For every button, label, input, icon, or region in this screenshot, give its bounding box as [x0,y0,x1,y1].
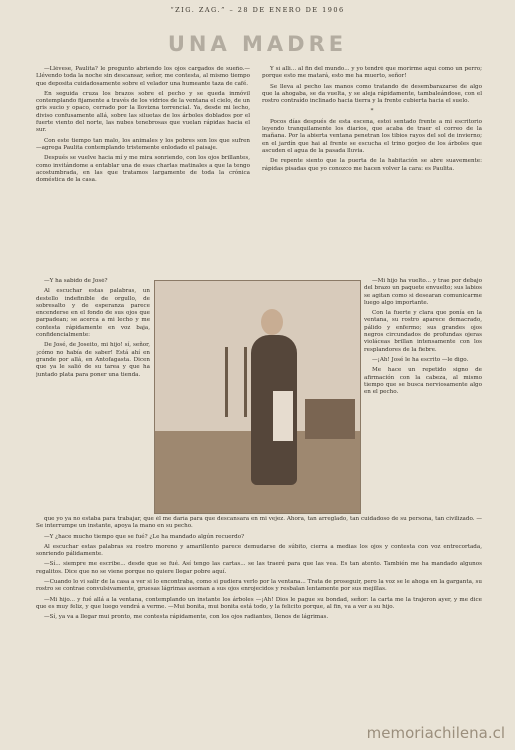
page-header: “ZIG. ZAG.” – 28 DE ENERO DE 1906 [170,6,345,14]
paragraph: —Cuando lo vi salir de la casa a ver si lo encontraba, como si pudiera verlo por la ventana... Trata de proseguir, pero la voz se le ahoga en la garganta, su rostro se contrae convulsivamente, gruesas lágrimas asoman a sus ojos enrojecidos y resbalan lentamente por sus mejillas. [36,579,482,593]
paragraph: Me hace un repetido signo de afirmación con la cabeza, al mismo tiempo que se busca nerviosamente algo en el pecho. [364,367,482,396]
paragraph: Al escuchar estas palabras su rostro moreno y amarillento parece demudarse de súbito, cierra a medias los ojos y contesta con voz entrecortada, sonriendo pálidamente. [36,543,482,558]
paragraph: —¡Ah! José le ha escrito —le digo. [372,356,469,363]
photo-apron [273,391,293,441]
right-narrow-column [364,278,482,514]
paragraph: Pocos días después de esta escena, estoi sentado frente a mi escritorio leyendo tranquilamente los diarios, que acaba de traer el correo de la mañana. Por la abierta ventana penetran los tibios rayos del sol de invierno; en el jardín que hai al frente se escucha el trino gorjeo de los árboles que ascuden el agua de la pasada lluvia. [262,118,482,154]
paragraph: De José, de Joseito, mi hijo! sí, señor, ¡cómo no había de saber! Está ahí en grande por allá, en Antofagasta. Dicen que ya le salió de su tarea y que ha juntado plata para poner una tienda. [36,342,150,378]
right-column [262,66,482,276]
paragraph: Se lleva al pecho las manos como tratando de desembarazarse de algo que la ahogaba, se da vuelta, y se aleja rápidamente, tambaleándose, con el rostro contraído inclinado hacia tierra y la frente cubierta hacia el suelo. [262,83,482,105]
paragraph: Y sí allí... al fin del mundo... y yo tendré que morirme aquí como un perro; porque esto me matará, esto me ha muerto, señor! [262,66,482,80]
watermark: memoriachilena.cl [366,724,505,742]
photo-chair [225,347,247,417]
paragraph: Al escuchar estas palabras, un destello indefinible de orgullo, de sobresalto y de esperanza parece encenderse en el fondo de sus ojos que parpadean; se acerca a mi lecho y me contesta rápidamente en voz baja, confidencialmente: [36,288,150,339]
photo-woman-head [261,309,283,335]
photo-table [305,399,355,439]
paragraph: —Sí, ya va a llegar mui pronto, me contesta rápidamente, con los ojos radiantes, llenos de lágrimas. [44,614,329,621]
paragraph: Con la fuerte y clara que ponía en la ventana, su rostro aparece demacrado, pálido y enfermo; sus grandes ojos negros circundados de profundas ojeras violáceas brillan intensamente con los resplandores de la fiebre. [364,310,482,353]
story-title: UNA MADRE [167,32,348,56]
paragraph: —Y ¿hace mucho tiempo que se fué? ¿Le ha mandado algún recuerdo? [44,533,245,540]
paragraph: Después se vuelve hacia mí y me mira sonriendo, con los ojos brillantes, como invitándome a entablar una de esas charlas matinales a que la tengo acostumbrada, en las que tratamos largamente de toda la crónica doméstica de la casa. [36,155,250,184]
bottom-text [36,516,482,712]
paragraph: Con este tiempo tan malo, los animales y los pobres son los que sufren —agrega Paulita contemplando tristemente enlodado el paisaje. [36,137,250,151]
section-separator: * [370,108,374,115]
illustration-photo [154,280,361,514]
paragraph: —Mi hijo... y fué allá a la ventana, contemplando un instante los árboles —¡Ah! Dios le pague su bondad, señor: la carta me la trajeron ayer, y me dice que es muy feliz, y que luego vendrá a verme. —Mui bonita, mui bonita está todo, y la felicito porque, al fin, va a ver a su hijo. [36,596,482,610]
paragraph: —Mi hijo ha vuelto... y trae por debajo del brazo un paquete envuelto; sus labios se agitan como si desearan comunicarme luego algo importante. [364,278,482,306]
paragraph: —Llévese, Paulita? le pregunto abriendo los ojos cargados de sueño.—Llévendo toda la noche sin descansar, señor, me contesta, al mismo tiempo que deposita cuidadosamente sobre el velador una humeante taza de café. [36,66,250,87]
paragraph: que yo ya no estaba para trabajar, que él me daría para que descansara en mi vejez. Ahora, tan arreglado, tan cuidadoso de su persona, tan civilizado. —Se interrumpe un instante, apoya la mano en su pecho. [36,516,482,530]
paragraph: De repente siento que la puerta de la habitación se abre suavemente: rápidas pisadas que yo conozco me hacen volver la cara: es Paulita. [262,158,482,172]
left-column [36,66,250,276]
paragraph: —Y ha sabido de José? [44,278,108,284]
left-narrow-column [36,278,150,514]
paragraph: —Sí... siempre me escribe... desde que se fué. Así tengo las cartas... se las traeré para que las vea. Es tan atento. También me ha mandado algunos regalitos. Dice que no se viene porque no quiere llegar pobre aquí. [36,561,482,575]
paragraph: En seguida cruza los brazos sobre el pecho y se queda inmóvil contemplando fijamente a través de los vidrios de la ventana el cielo, de un gris sucio y opaco, cerrado por la llovizna torrencial. Ya, desde mi lecho, diviso confusamente allá, sobre las siluetas de los árboles doblados por el fuerte viento del norte, las nubes tenebrosas que vuelan rápidas hacia el sur. [36,90,250,134]
